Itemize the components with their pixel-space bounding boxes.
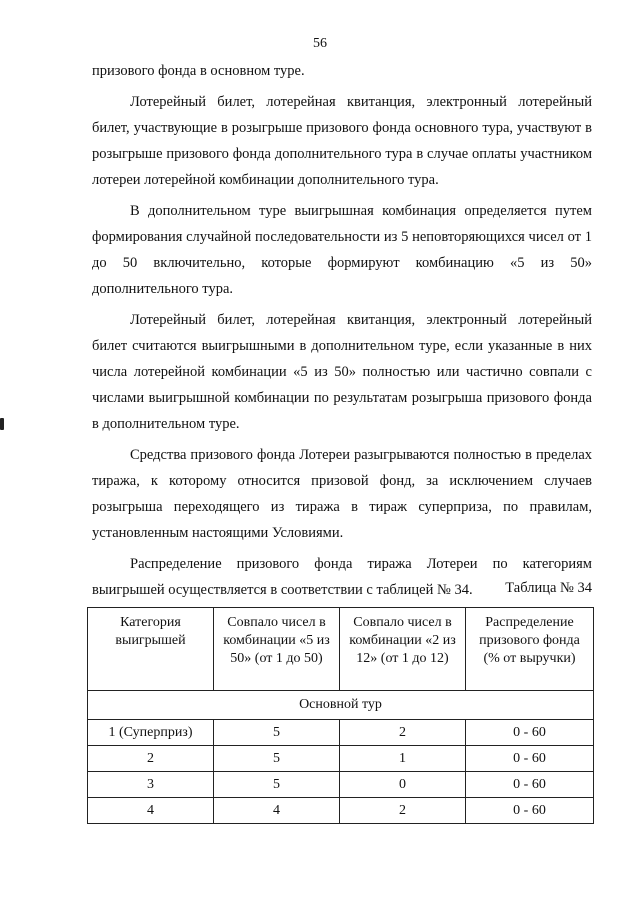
table-cell: 2 <box>88 746 214 772</box>
header-match-2of12: Совпало чисел в комбинации «2 из 12» (от 1 до 12) <box>340 608 466 691</box>
table-cell: 0 - 60 <box>466 720 594 746</box>
table-caption: Таблица № 34 <box>505 580 592 596</box>
table-row <box>88 746 594 772</box>
prize-distribution-table <box>87 607 594 824</box>
table-cell: 5 <box>214 746 340 772</box>
table-row <box>88 720 594 746</box>
table-cell: 5 <box>214 720 340 746</box>
paragraph: Лотерейный билет, лотерейная квитанция, электронный лотерейный билет, участвующие в розыгрыше призового фонда основного тура, участвуют в розыгрыше призового фонда дополнительного тура в случае оплаты участником лотереи лотерейной комбинации дополнительного тура. <box>92 94 592 188</box>
body-text <box>92 58 592 603</box>
table-row <box>88 772 594 798</box>
table-cell: 4 <box>88 798 214 824</box>
header-category: Категория выигрышей <box>88 608 214 691</box>
table-section-row <box>88 691 594 720</box>
paragraph: призового фонда в основном туре. <box>92 63 305 79</box>
table-cell: 4 <box>214 798 340 824</box>
paragraph: Средства призового фонда Лотереи разыгрываются полностью в пределах тиража, к которому относится призовой фонд, за исключением случаев розыгрыша переходящего из тиража в тираж суперприза, по правилам, установленным настоящими Условиями. <box>92 447 592 541</box>
table-cell: 0 - 60 <box>466 772 594 798</box>
page-number: 56 <box>313 36 327 51</box>
header-prize-distribution: Распределение призового фонда (% от выручки) <box>466 608 594 691</box>
table-row <box>88 798 594 824</box>
table-cell: 1 (Суперприз) <box>88 720 214 746</box>
table-cell: 2 <box>340 720 466 746</box>
table-header-row <box>88 608 594 691</box>
paragraph: Распределение призового фонда тиража Лотереи по категориям выигрышей осуществляется в соответствии с таблицей № 34. <box>92 556 592 598</box>
section-title: Основной тур <box>88 691 594 720</box>
table-cell: 0 - 60 <box>466 746 594 772</box>
table-cell: 0 <box>340 772 466 798</box>
table-cell: 0 - 60 <box>466 798 594 824</box>
header-match-5of50: Совпало чисел в комбинации «5 из 50» (от 1 до 50) <box>214 608 340 691</box>
table-cell: 5 <box>214 772 340 798</box>
table-cell: 3 <box>88 772 214 798</box>
binder-hole-mark <box>0 418 4 430</box>
paragraph: Лотерейный билет, лотерейная квитанция, электронный лотерейный билет считаются выигрышными в дополнительном туре, если указанные в них числа лотерейной комбинации «5 из 50» полностью или частично совпали с числами выигрышной комбинации по результатам розыгрыша призового фонда в дополнительном туре. <box>92 312 592 432</box>
table-cell: 1 <box>340 746 466 772</box>
paragraph: В дополнительном туре выигрышная комбинация определяется путем формирования случайной последовательности из 5 неповторяющихся чисел от 1 до 50 включительно, которые формируют комбинацию «5 из 50» дополнительного тура. <box>92 203 592 297</box>
table-cell: 2 <box>340 798 466 824</box>
